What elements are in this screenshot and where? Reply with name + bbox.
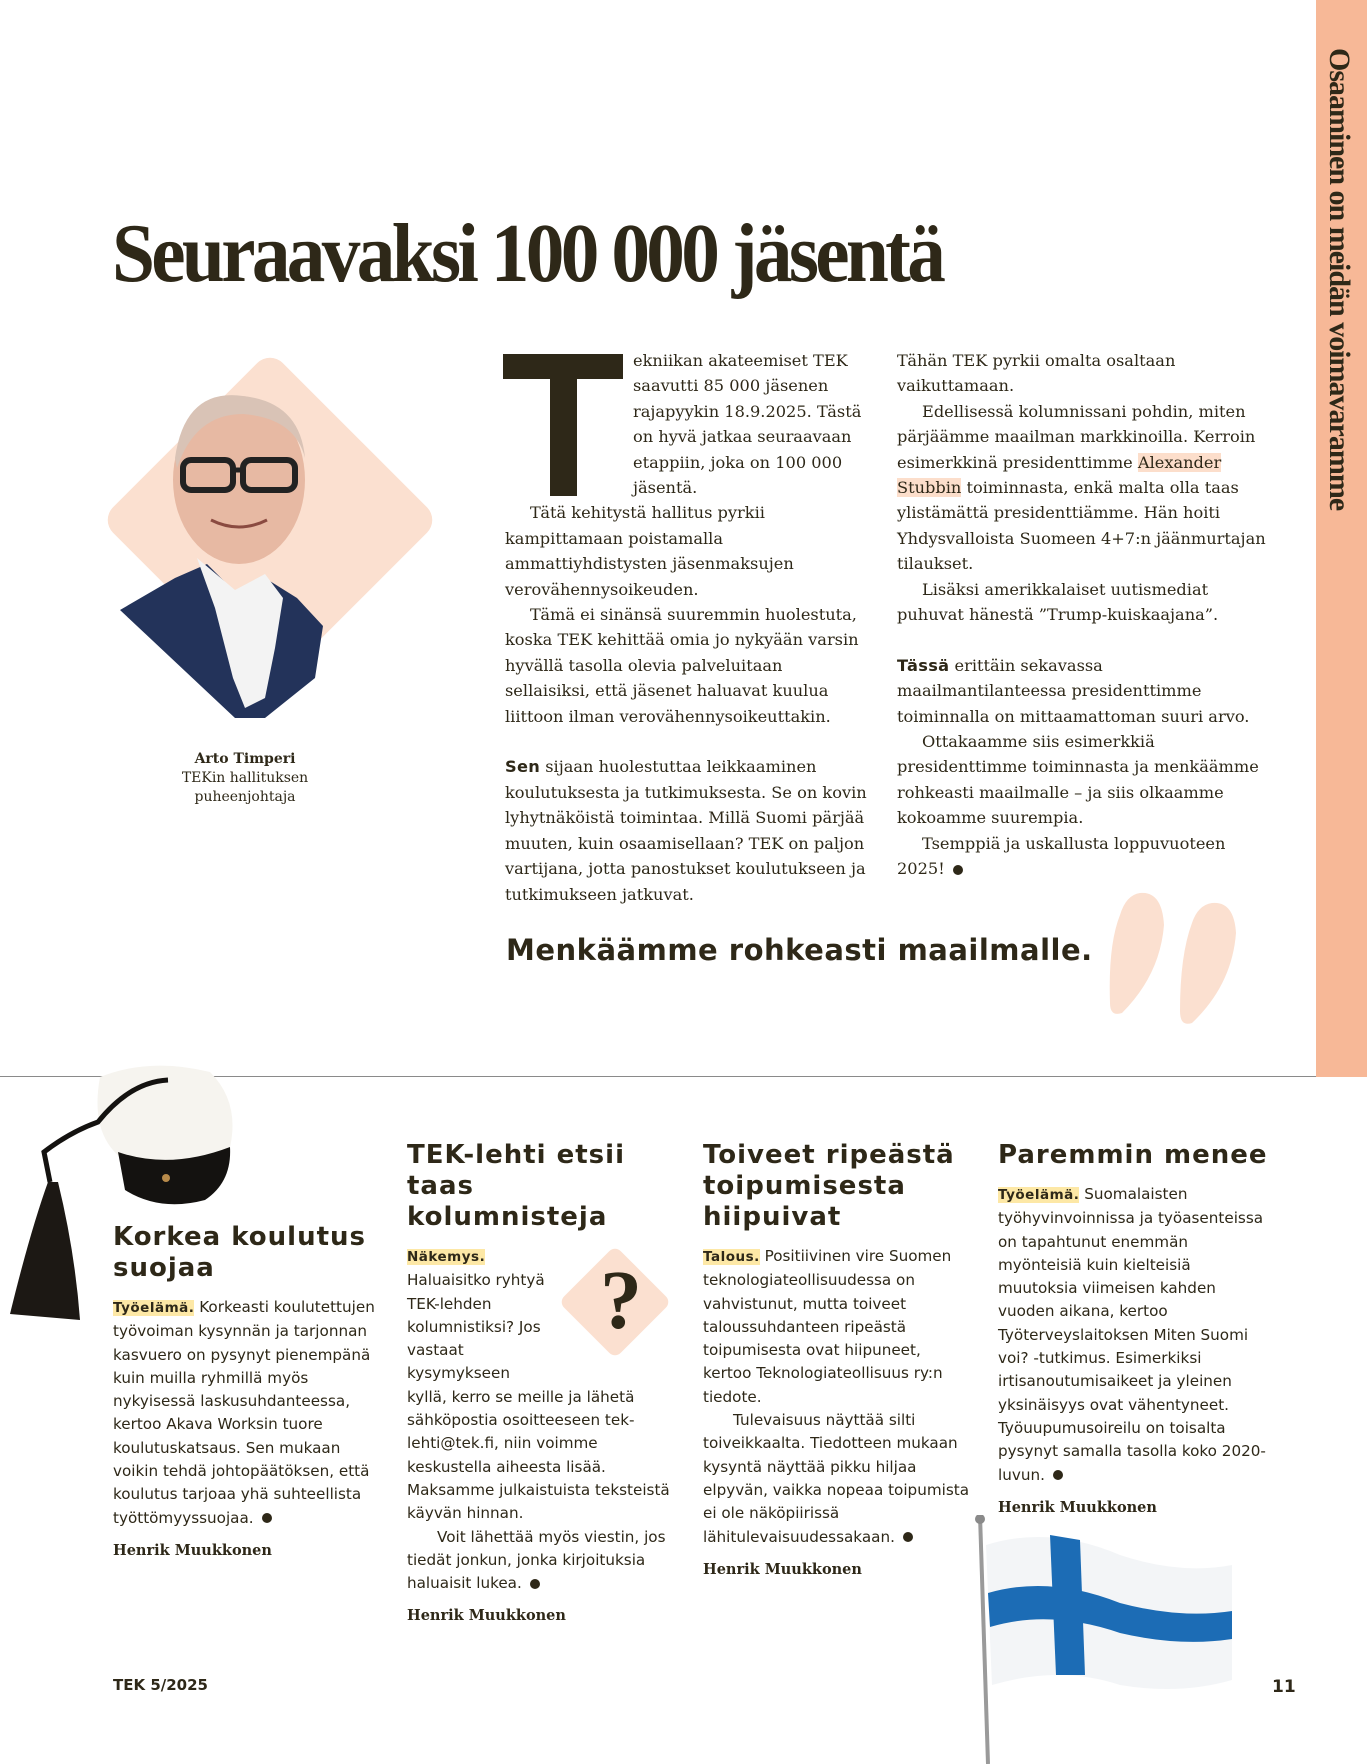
news-text: Voit lähettää myös viestin, jos tiedät jonkun, jonka kirjoituksia haluaisit lukea.	[407, 1527, 666, 1593]
category-tag: Talous.	[703, 1249, 760, 1265]
news-item	[407, 1140, 682, 1624]
column-paragraph: ekniikan akateemiset TEK saavutti 85 000 jäsenen rajapyykin 18.9.2025. Tästä on hyvä jatkaa seuraavaan etappiin, joka on 100 000 jäsentä.	[633, 351, 862, 498]
page-title: Seuraavaksi 100 000 jäsentä	[112, 207, 943, 300]
news-text: Tulevaisuus näyttää silti toiveikkaalta. Tiedotteen mukaan kysyntä näyttää pikku hiljaa elpyvän, vaikka nopeaa toipumista ei ole näköpiirissä lähitulevaisuudessakaan.	[703, 1411, 970, 1546]
end-mark-icon	[953, 865, 963, 875]
category-tag: Näkemys.	[407, 1249, 486, 1265]
paragraph-text: toiminnasta, enkä malta olla taas ylistämättä presidenttiämme. Hän hoiti Yhdysvalloista Suomeen 4+7:n jäänmurtajan tilaukset.	[897, 478, 1266, 574]
column-paragraph	[897, 399, 1267, 577]
news-body	[998, 1183, 1273, 1487]
news-item	[703, 1140, 973, 1578]
byline: Henrik Muukkonen	[998, 1498, 1157, 1516]
column-text-2	[897, 348, 1267, 882]
issue-label: TEK 5/2025	[113, 1676, 208, 1694]
column-paragraph: Tätä kehitystä hallitus pyrkii kampittamaan poistamalla ammattiyhdistysten jäsenmaksujen verovähennysoikeuden.	[505, 503, 794, 599]
column-paragraph	[505, 754, 870, 906]
paragraph-lead: Tässä	[897, 655, 950, 675]
column-paragraph: Tähän TEK pyrkii omalta osaltaan vaikuttamaan.	[897, 351, 1176, 396]
byline: Henrik Muukkonen	[113, 1541, 272, 1559]
portrait-caption	[140, 750, 350, 807]
news-headline: Paremmin menee	[998, 1140, 1268, 1170]
column-paragraph: Ottakaamme siis esimerkkiä presidenttimme toiminnasta ja menkäämme rohkeasti maailmalle – ja siis olkaamme kokoamme suurempia.	[897, 732, 1259, 828]
portrait-photo	[115, 378, 375, 718]
paragraph-text: Edellisessä kolumnissani pohdin, miten pärjäämme maailman markkinoilla. Kerroin esimerkkinä presidenttimme	[897, 401, 1256, 472]
end-mark-icon	[1053, 1470, 1063, 1480]
news-item	[998, 1140, 1273, 1516]
portrait-name: Arto Timperi	[194, 751, 296, 767]
portrait-figure	[120, 395, 323, 718]
news-text: Korkeasti koulutettujen työvoiman kysynnän ja tarjonnan kasvuero on pysynyt pienempänä kuin muilla ryhmillä myös nykyisessä laskusuhdanteessa, kertoo Akava Worksin tuore koulutuskatsaus. Sen mukaan voikin tehdä johtopäätöksen, että koulutus tarjoaa yhä suhteellista työttömyyssuojaa.	[113, 1298, 375, 1527]
column-text-1	[505, 348, 870, 907]
paragraph-lead: Sen	[505, 757, 541, 777]
column-paragraph: Lisäksi amerikkalaiset uutismediat puhuvat hänestä ”Trump-kuiskaajana”.	[897, 579, 1219, 625]
section-rail	[1316, 0, 1367, 1077]
section-rail-title: Osaaminen on meidän voimavaramme	[1323, 48, 1356, 511]
news-body	[407, 1245, 682, 1595]
quote-marks-icon	[1100, 885, 1260, 1025]
news-headline: Toiveet ripeästä toipumisesta hiipuivat	[703, 1140, 955, 1232]
column-paragraph: Tämä ei sinänsä suuremmin huolestuta, koska TEK kehittää omia jo nykyään varsin hyvällä tasolla olevia palveluitaan sellaisiksi, että jäsenet haluavat kuulua liittoon ilman verovähennysoikeuttakin.	[505, 605, 859, 726]
news-body	[703, 1245, 973, 1549]
byline: Henrik Muukkonen	[703, 1560, 862, 1578]
finnish-flag-image	[970, 1515, 1240, 1764]
news-text: Haluaisitko ryhtyä TEK-lehden kolumnistiksi? Jos vastaat kysymykseen kyllä, kerro se meille ja lähetä sähköpostia osoitteeseen tek-lehti@tek.fi, niin voimme keskustella aiheesta lisää. Maksamme julkaistuista teksteistä käyvän hinnan.	[407, 1271, 670, 1523]
paragraph-text: sijaan huolestuttaa leikkaaminen koulutuksesta ja tutkimuksesta. Se on kovin lyhytnäköistä toimintaa. Millä Suomi pärjää muuten, kuin osaamisellaan? TEK on paljon vartijana, jotta panostukset koulutukseen ja tutkimukseen jatkuvat.	[505, 757, 867, 904]
column-paragraph	[897, 831, 1267, 882]
byline: Henrik Muukkonen	[407, 1607, 566, 1625]
news-item	[113, 1222, 388, 1559]
end-mark-icon	[903, 1532, 913, 1542]
end-mark-icon	[530, 1579, 540, 1589]
page-number: 11	[1272, 1677, 1296, 1697]
portrait-title-line2: puheenjohtaja	[194, 789, 296, 805]
question-mark-icon: ?	[600, 1254, 642, 1347]
paragraph-text: erittäin sekavassa maailmantilanteessa presidenttimme toiminnalla on mittaamattoman suuri arvo.	[897, 655, 1250, 726]
paragraph-text: Tsemppiä ja uskallusta loppuvuoteen 2025!	[897, 833, 1226, 879]
news-body	[113, 1296, 388, 1530]
news-headline: Korkea koulutus suojaa	[113, 1222, 366, 1283]
column-paragraph	[897, 653, 1267, 729]
news-headline: TEK-lehti etsii taas kolumnisteja	[407, 1140, 625, 1232]
pull-quote: Menkäämme rohkeasti maailmalle.	[506, 933, 1093, 967]
portrait-title-line1: TEKin hallituksen	[181, 770, 309, 786]
end-mark-icon	[262, 1513, 272, 1523]
drop-cap-t	[503, 354, 623, 492]
category-tag: Työelämä.	[998, 1187, 1080, 1203]
news-text: Suomalaisten työhyvinvoinnissa ja työasenteissa on tapahtunut enemmän myönteisiä kuin kielteisiä muutoksia viimeisen kahden vuoden aikana, kertoo Työterveyslaitoksen Miten Suomi voi? -tutkimus. Esimerkiksi irtisanoutumisaikeet ja yleinen yksinäisyys ovat vähentyneet. Työuupumusoireilu on toisalta pysynyt samalla tasolla koko 2020-luvun.	[998, 1185, 1266, 1484]
news-text: Positiivinen vire Suomen teknologiateollisuudessa on vahvistunut, mutta toiveet taloussuhdanteen ripeästä toipumisesta ovat hiipuneet, kertoo Teknologiateollisuus ry:n tiedote.	[703, 1247, 952, 1406]
category-tag: Työelämä.	[113, 1300, 195, 1316]
highlighted-name: Alexander Stubbin	[897, 452, 1222, 498]
